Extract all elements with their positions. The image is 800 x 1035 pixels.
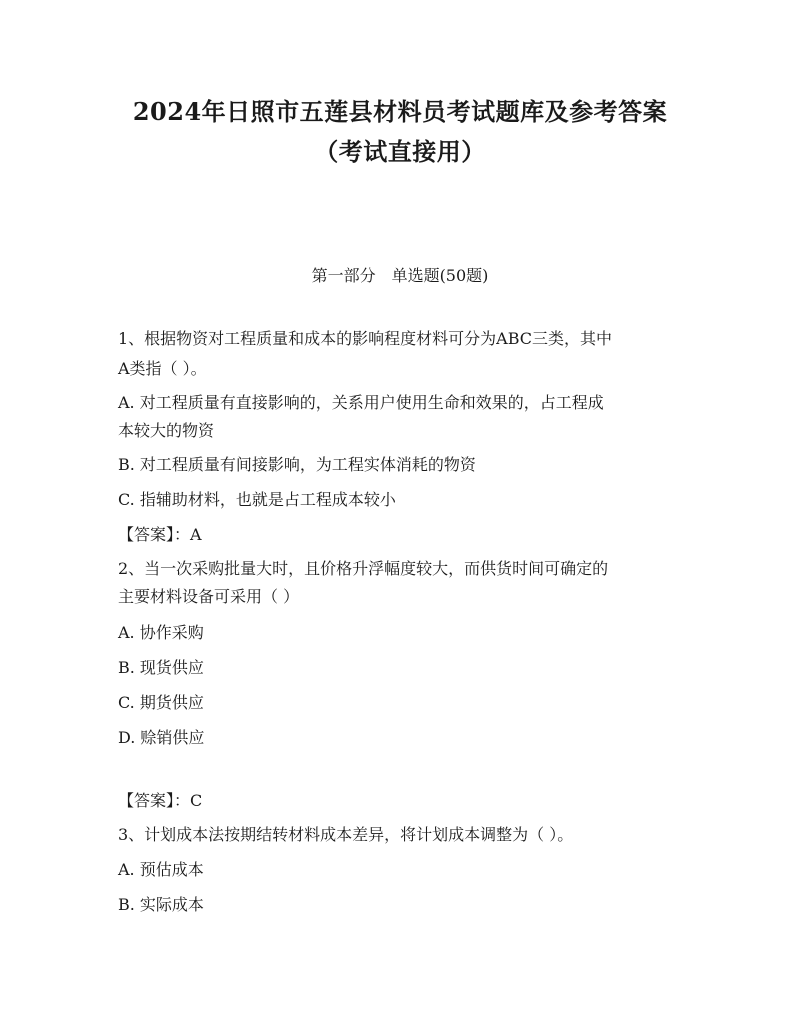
question-1-stem: 1、根据物资对工程质量和成本的影响程度材料可分为ABC三类，其中 [118, 329, 613, 348]
section-heading: 第一部分 单选题(50题) [311, 266, 489, 285]
question-2-stem-cont: 主要材料设备可采用（ ） [118, 587, 300, 606]
question-1-answer: 【答案】：A [118, 525, 202, 544]
question-2-option-c: C. 期货供应 [118, 693, 204, 712]
question-1-stem-cont: A类指（ ）。 [118, 359, 207, 378]
question-1-option-c: C. 指辅助材料，也就是占工程成本较小 [118, 490, 396, 509]
question-1-option-a: A. 对工程质量有直接影响的，关系用户使用生命和效果的，占工程成 [118, 393, 604, 412]
document-subtitle: （考试直接用） [314, 137, 486, 166]
question-3-option-b: B. 实际成本 [118, 895, 204, 914]
question-2-option-d: D. 赊销供应 [118, 728, 205, 747]
question-2-option-a: A. 协作采购 [118, 623, 204, 642]
question-3-stem: 3、计划成本法按期结转材料成本差异，将计划成本调整为（ ）。 [118, 825, 574, 844]
document-title: 2024年日照市五莲县材料员考试题库及参考答案 [132, 97, 668, 126]
question-1-option-a-cont: 本较大的物资 [118, 421, 215, 440]
question-2-stem: 2、当一次采购批量大时，且价格升浮幅度较大，而供货时间可确定的 [118, 559, 609, 578]
question-1-option-b: B. 对工程质量有间接影响，为工程实体消耗的物资 [118, 455, 476, 474]
question-2-option-b: B. 现货供应 [118, 658, 204, 677]
question-2-answer: 【答案】：C [118, 791, 203, 810]
question-3-option-a: A. 预估成本 [118, 860, 204, 879]
